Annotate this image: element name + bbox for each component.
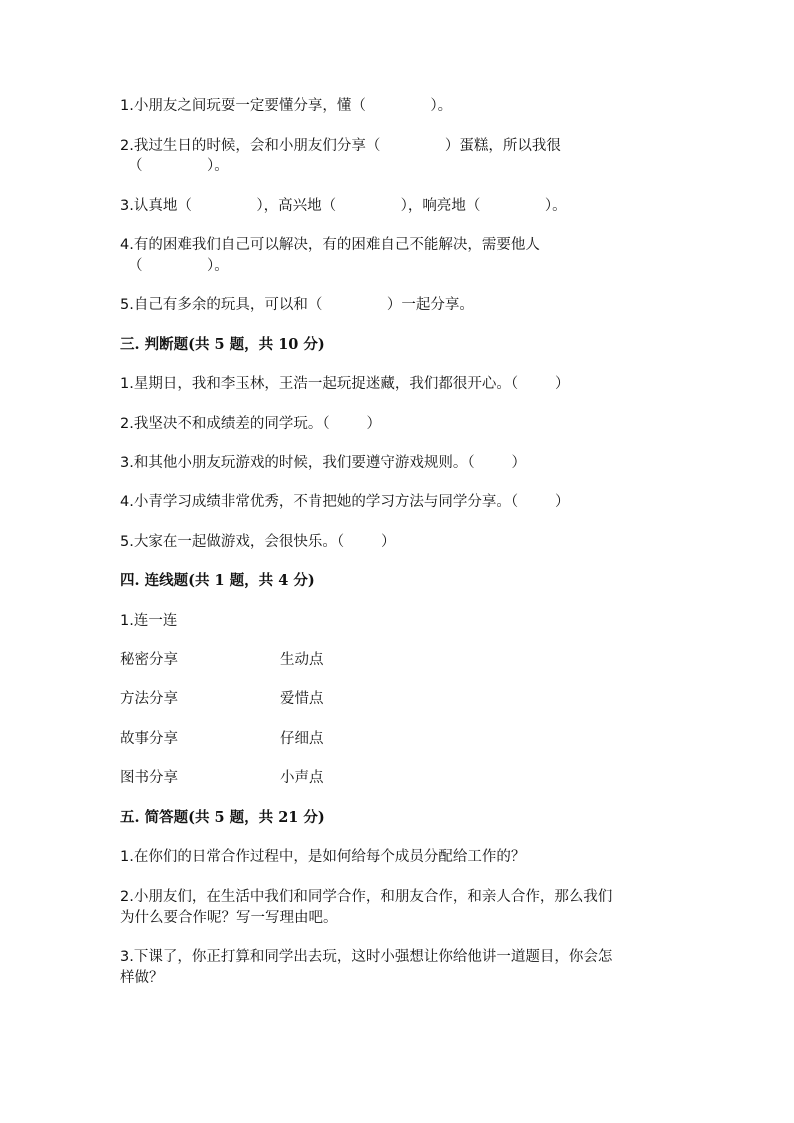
match-question: 1.连一连 — [120, 613, 178, 629]
match-left-item: 图书分享 — [120, 770, 178, 786]
fill-question-4-line1: 4.有的困难我们自己可以解决，有的困难自己不能解决，需要他人 — [120, 237, 540, 253]
match-right-item: 生动点 — [280, 652, 324, 668]
section-heading-judge: 三. 判断题(共 5 题，共 10 分) — [120, 336, 325, 353]
judge-question-2: 2.我坚决不和成绩差的同学玩。（ ） — [120, 416, 381, 432]
fill-question-2-line2: （ ）。 — [128, 158, 229, 174]
fill-question-5: 5.自己有多余的玩具，可以和（ ）一起分享。 — [120, 297, 474, 313]
short-answer-question-2-line2: 为什么要合作呢？写一写理由吧。 — [120, 910, 338, 926]
judge-question-4: 4.小青学习成绩非常优秀，不肯把她的学习方法与同学分享。（ ） — [120, 494, 570, 510]
short-answer-question-1: 1.在你们的日常合作过程中，是如何给每个成员分配给工作的？ — [120, 849, 526, 865]
match-left-item: 故事分享 — [120, 731, 178, 747]
match-left-item: 方法分享 — [120, 691, 178, 707]
match-right-item: 仔细点 — [280, 731, 324, 747]
section-heading-short-answer: 五. 简答题(共 5 题，共 21 分) — [120, 809, 325, 826]
judge-question-5: 5.大家在一起做游戏，会很快乐。（ ） — [120, 534, 396, 550]
short-answer-question-3-line2: 样做？ — [120, 970, 164, 986]
fill-question-1: 1.小朋友之间玩耍一定要懂分享，懂（ ）。 — [120, 98, 453, 114]
match-left-item: 秘密分享 — [120, 652, 178, 668]
fill-question-2-line1: 2.我过生日的时候，会和小朋友们分享（ ）蛋糕，所以我很 — [120, 138, 561, 154]
judge-question-3: 3.和其他小朋友玩游戏的时候，我们要遵守游戏规则。（ ） — [120, 455, 526, 471]
fill-question-3: 3.认真地（ ），高兴地（ ），响亮地（ ）。 — [120, 198, 567, 214]
short-answer-question-3-line1: 3.下课了，你正打算和同学出去玩，这时小强想让你给他讲一道题目，你会怎 — [120, 949, 613, 965]
short-answer-question-2-line1: 2.小朋友们，在生活中我们和同学合作，和朋友合作，和亲人合作，那么我们 — [120, 889, 613, 905]
fill-question-4-line2: （ ）。 — [128, 258, 229, 274]
judge-question-1: 1.星期日，我和李玉林，王浩一起玩捉迷藏，我们都很开心。（ ） — [120, 376, 570, 392]
match-right-item: 小声点 — [280, 770, 324, 786]
match-right-item: 爱惜点 — [280, 691, 324, 707]
section-heading-match: 四. 连线题(共 1 题，共 4 分) — [120, 572, 315, 589]
